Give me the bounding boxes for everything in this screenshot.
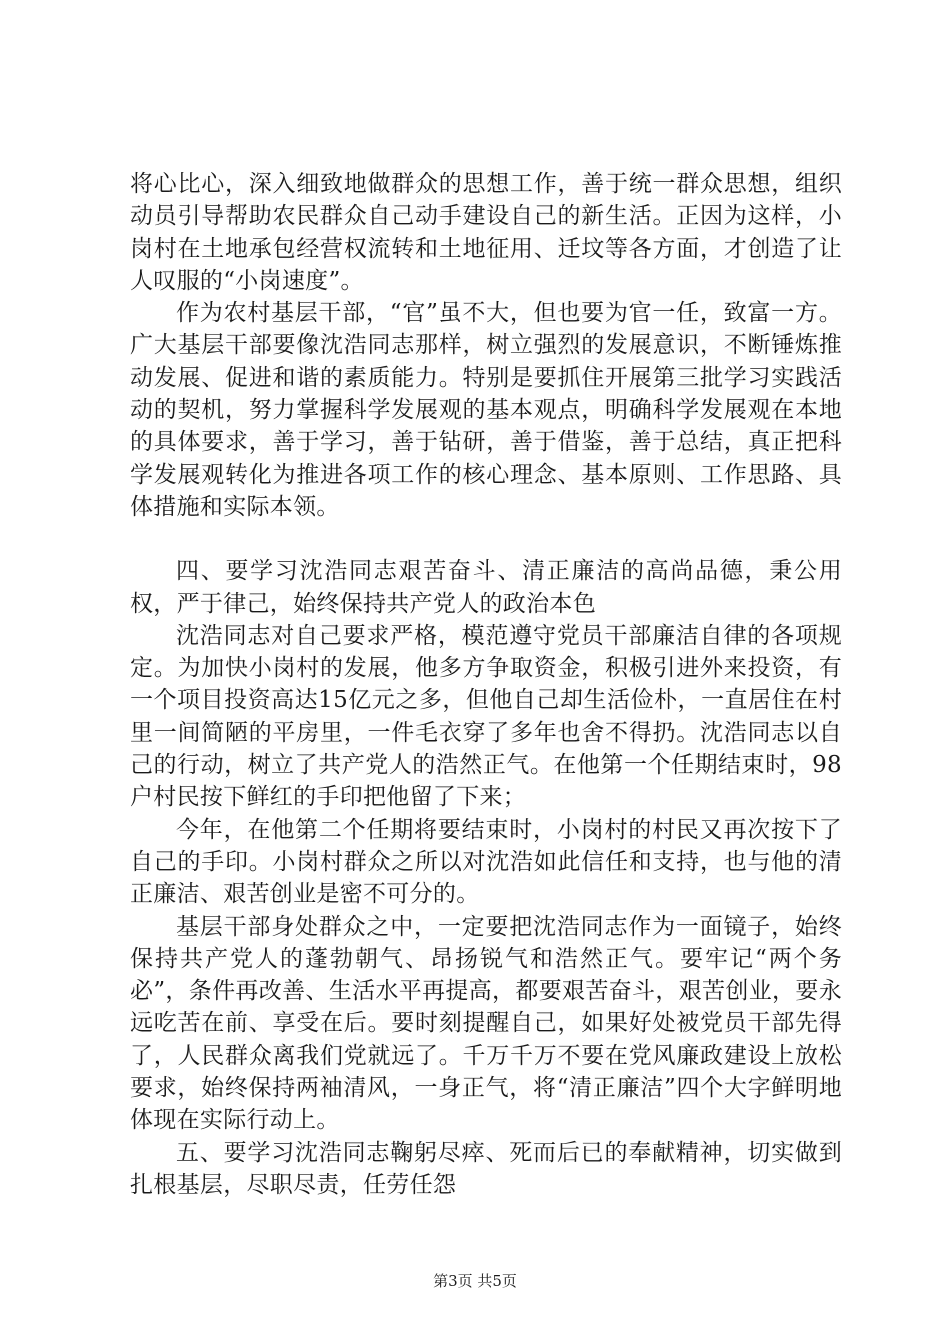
paragraph-mirror: 基层干部身处群众之中，一定要把沈浩同志作为一面镜子，始终保持共产党人的蓬勃朝气、昂扬锐气和浩然正气。要牢记“两个务必”，条件再改善、生活水平再提高，都要艰苦奋斗，艰苦创业，要永远吃苦在前、享受在后。要时刻提醒自己，如果好处被党员干部先得了，人民群众离我们党就远了。千万千万不要在党风廉政建设上放松要求，始终保持两袖清风，一身正气，将“清正廉洁”四个大字鲜明地体现在实际行动上。 bbox=[130, 913, 842, 1134]
page-number: 第3页 共5页 bbox=[433, 1272, 517, 1290]
paragraph-this-year: 今年，在他第二个任期将要结束时，小岗村的村民又再次按下了自己的手印。小岗村群众之所以对沈浩如此信任和支持，也与他的清正廉洁、艰苦创业是密不可分的。 bbox=[130, 816, 842, 908]
paragraph-continuation: 将心比心，深入细致地做群众的思想工作，善于统一群众思想，组织动员引导帮助农民群众自己动手建设自己的新生活。正因为这样，小岗村在土地承包经营权流转和土地征用、迁坟等各方面，才创造了让人叹服的“小岗速度”。 bbox=[130, 171, 842, 294]
paragraph-strict-self: 沈浩同志对自己要求严格，模范遵守党员干部廉洁自律的各项规定。为加快小岗村的发展，他多方争取资金，积极引进外来投资，有一个项目投资高达15亿元之多，但他自己却生活俭朴，一直居住在村里一间简陋的平房里，一件毛衣穿了多年也舍不得扔。沈浩同志以自己的行动，树立了共产党人的浩然正气。在他第一个任期结束时，98户村民按下鲜红的手印把他留了下来； bbox=[130, 622, 842, 811]
document-body bbox=[130, 168, 842, 1201]
section-heading-4: 四、要学习沈浩同志艰苦奋斗、清正廉洁的高尚品德，秉公用权，严于律己，始终保持共产党人的政治本色 bbox=[130, 558, 842, 617]
paragraph-grassroots-cadres: 作为农村基层干部，“官”虽不大，但也要为官一任，致富一方。广大基层干部要像沈浩同志那样，树立强烈的发展意识，不断锤炼推动发展、促进和谐的素质能力。特别是要抓住开展第三批学习实践活动的契机，努力掌握科学发展观的基本观点，明确科学发展观在本地的具体要求，善于学习，善于钻研，善于借鉴，善于总结，真正把科学发展观转化为推进各项工作的核心理念、基本原则、工作思路、具体措施和实际本领。 bbox=[130, 300, 842, 520]
section-heading-5: 五、要学习沈浩同志鞠躬尽瘁、死而后已的奉献精神，切实做到扎根基层，尽职尽责，任劳任怨 bbox=[130, 1139, 842, 1198]
